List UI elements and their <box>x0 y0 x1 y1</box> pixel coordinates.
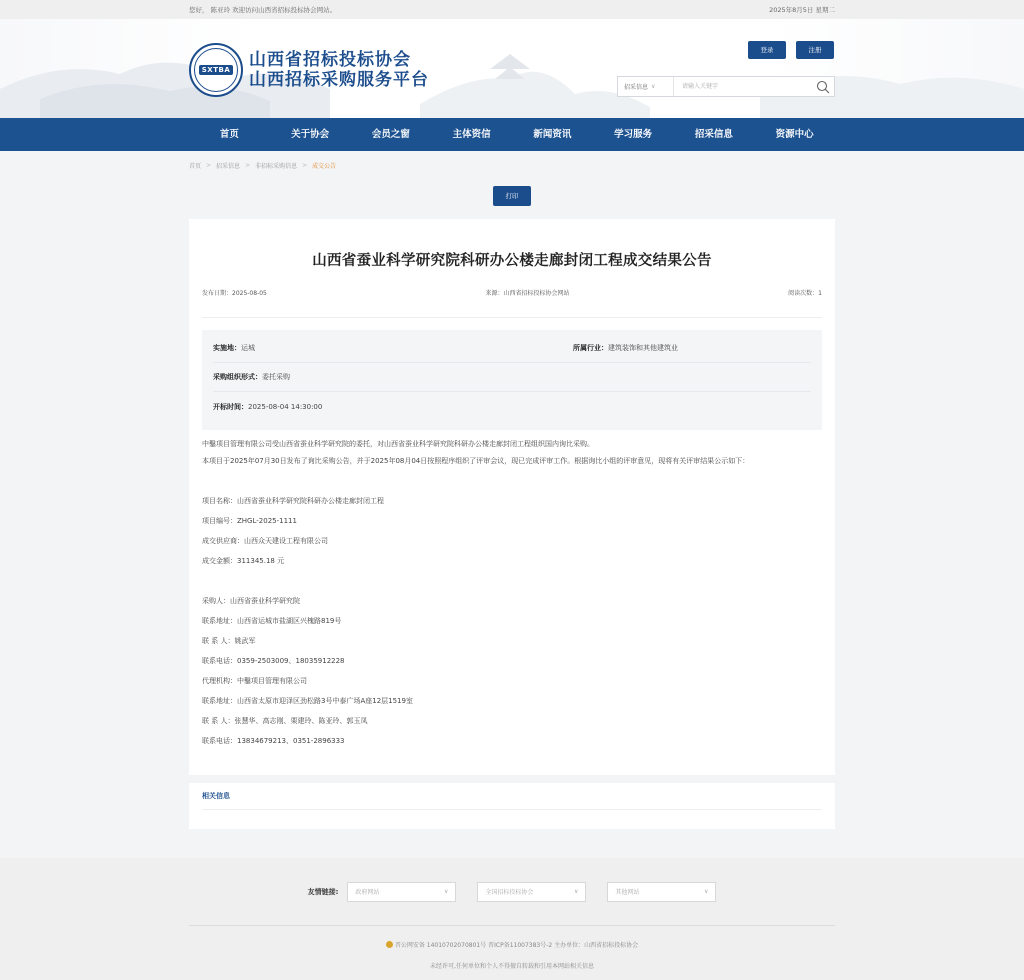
site-brand[interactable] <box>249 50 429 90</box>
org-form-label: 采购组织形式： <box>213 373 262 381</box>
open-time-label: 开标时间： <box>213 402 248 411</box>
project-info-box <box>202 330 822 430</box>
nav-item-credit[interactable]: 主体资信 <box>452 129 491 140</box>
current-date: 2025年8月5日 星期二 <box>769 6 835 14</box>
breadcrumb <box>189 151 835 179</box>
breadcrumb-separator: > <box>206 161 212 169</box>
logo-abbreviation: SXTBA <box>199 65 233 75</box>
brand-line-1: 山西省招标投标协会 <box>249 50 411 70</box>
article-title: 山西省蚕业科学研究院科研办公楼走廊封闭工程成交结果公告 <box>312 253 712 269</box>
project-details <box>202 491 822 571</box>
agency-contact: 联 系 人：张慧华、高志刚、栗建玲、陈亚玲、郭玉凤 <box>202 717 368 725</box>
view-count: 阅读次数：1 <box>788 290 822 297</box>
association-logo[interactable] <box>189 43 243 97</box>
breadcrumb-separator: > <box>245 161 251 169</box>
nav-item-learning[interactable]: 学习服务 <box>614 129 653 140</box>
search-box <box>617 76 835 97</box>
gov-sites-dropdown[interactable] <box>347 882 456 902</box>
agency: 代理机构：中鑿项目管理有限公司 <box>202 677 307 685</box>
intro-paragraph: 中鑿项目管理有限公司受山西省蚕业科学研究院的委托，对山西省蚕业科学研究院科研办公楼走廊封闭工程组织国内询比采购。 <box>202 440 594 448</box>
site-footer <box>0 858 1024 980</box>
open-time-value: 2025-08-04 14:30:00 <box>248 402 323 411</box>
related-info-title: 相关信息 <box>202 791 822 810</box>
brand-line-2: 山西招标采购服务平台 <box>249 70 429 90</box>
other-sites-value: 其他网站 <box>615 889 640 896</box>
top-bar <box>0 0 1024 19</box>
breadcrumb-separator: > <box>302 161 308 169</box>
gov-sites-value: 政府网站 <box>355 889 380 896</box>
breadcrumb-current: 成交公告 <box>312 162 337 170</box>
nav-item-home[interactable]: 首页 <box>219 129 239 140</box>
contract-amount: 成交金额：311345.18 元 <box>202 557 285 565</box>
register-button[interactable]: 注册 <box>796 41 834 59</box>
purchaser: 采购人：山西省蚕业科学研究院 <box>202 597 300 605</box>
search-category-value: 招采信息 <box>624 84 649 91</box>
police-badge-icon <box>386 941 393 948</box>
tender-associations-value: 全国招标投标协会 <box>485 889 534 896</box>
record-info <box>0 941 1024 951</box>
breadcrumb-non-tender[interactable]: 非招标采购信息 <box>255 162 298 170</box>
friendly-links-label: 友情链接: <box>307 887 339 896</box>
copyright-notice: 未经许可,任何单位和个人不得擅自转载和引用本网站相关信息 <box>430 963 594 970</box>
greeting-text: 您好， 陈亚玲 欢迎访问山西省招标投标协会网站。 <box>189 6 337 14</box>
chevron-down-icon: ∨ <box>651 83 656 90</box>
result-paragraph: 本项目于2025年07月30日发布了询比采购公告，并于2025年08月04日按照程序组织了评审会议，现已完成评审工作。根据询比小组的评审意见，现将有关评审结果公示如下： <box>202 457 750 465</box>
org-form-value: 委托采购 <box>262 373 290 381</box>
print-button[interactable]: 打印 <box>493 186 531 206</box>
agency-address: 联系地址：山西省太原市迎泽区劲松路3号中泰广场A座12层1519室 <box>202 697 413 705</box>
chevron-down-icon: ∨ <box>704 888 709 895</box>
nav-item-news[interactable]: 新闻资讯 <box>533 129 572 140</box>
article-card <box>189 219 835 775</box>
other-sites-dropdown[interactable] <box>607 882 716 902</box>
related-info-card <box>189 783 835 829</box>
friendly-links <box>189 858 835 926</box>
purchaser-phone: 联系电话：0359-2503009、18035912228 <box>202 657 345 665</box>
tender-associations-dropdown[interactable] <box>477 882 586 902</box>
search-category-select[interactable] <box>618 77 674 96</box>
search-input[interactable] <box>674 77 812 96</box>
purchaser-contact: 联 系 人：姚武军 <box>202 637 256 645</box>
nav-item-about[interactable]: 关于协会 <box>291 129 330 140</box>
main-nav <box>0 118 1024 151</box>
article-source: 来源：山西省招标投标协会网站 <box>485 290 570 297</box>
record-text: 晋公网安备 14010702070801号 晋ICP备11007383号-2 主办单位：山西省招标投标协会 <box>394 942 639 949</box>
chevron-down-icon: ∨ <box>444 888 449 895</box>
industry-label: 所属行业： <box>573 344 608 352</box>
location-label: 实施地： <box>213 344 241 352</box>
winning-supplier: 成交供应商：山西众天建设工程有限公司 <box>202 537 328 545</box>
location-value: 运城 <box>241 344 255 352</box>
breadcrumb-procurement[interactable]: 招采信息 <box>216 162 241 170</box>
project-number: 项目编号：ZHGL-2025-1111 <box>202 517 297 525</box>
search-icon[interactable] <box>812 77 834 96</box>
contact-details <box>202 591 822 751</box>
project-name: 项目名称：山西省蚕业科学研究院科研办公楼走廊封闭工程 <box>202 497 384 505</box>
site-header <box>0 19 1024 118</box>
nav-item-members[interactable]: 会员之窗 <box>371 129 410 140</box>
nav-item-resources[interactable]: 资源中心 <box>775 129 814 140</box>
purchaser-address: 联系地址：山西省运城市盐湖区兴槐路819号 <box>202 617 342 625</box>
agency-phone: 联系电话：13834679213、0351-2896333 <box>202 737 345 745</box>
chevron-down-icon: ∨ <box>574 888 579 895</box>
login-button[interactable]: 登录 <box>748 41 786 59</box>
publish-date: 发布日期：2025-08-05 <box>202 290 267 297</box>
article-meta <box>202 288 822 318</box>
industry-value: 建筑装饰和其他建筑业 <box>608 344 678 352</box>
breadcrumb-home[interactable]: 首页 <box>189 162 202 170</box>
nav-item-procurement[interactable]: 招采信息 <box>694 129 733 140</box>
